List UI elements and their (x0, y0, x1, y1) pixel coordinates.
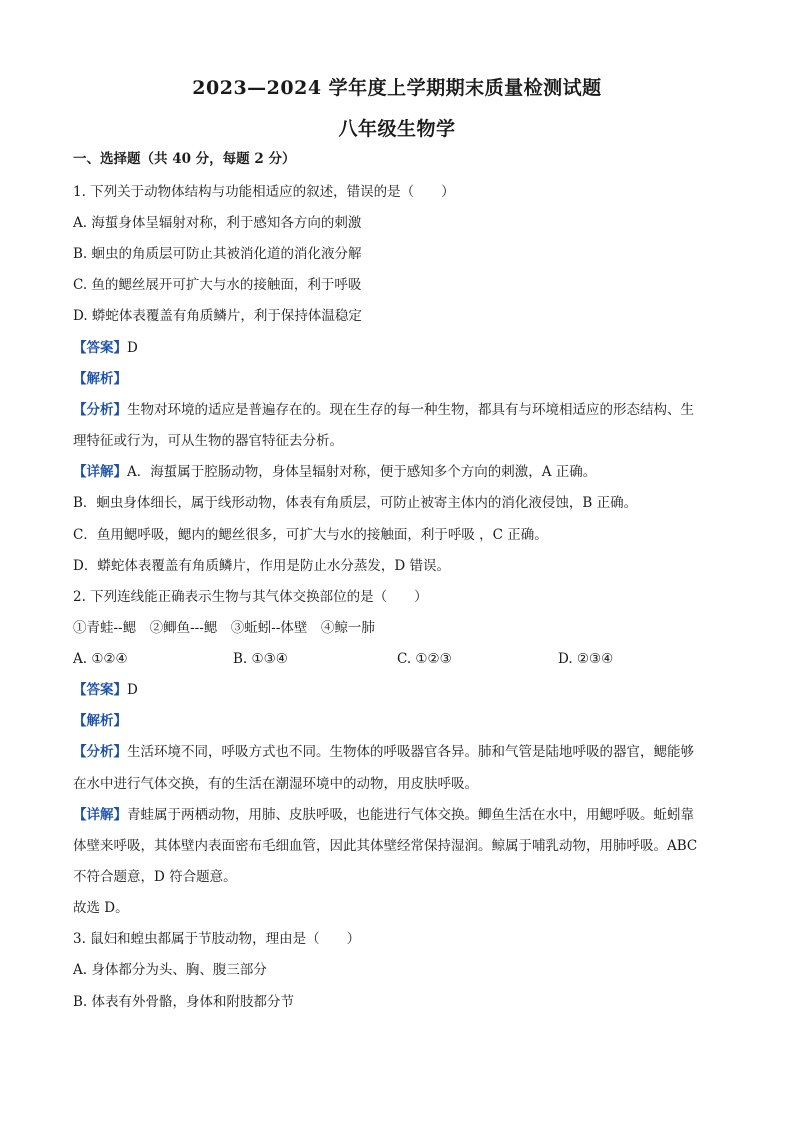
analysis-text: B．蛔虫身体细长，属于线形动物，体表有角质层，可防止被寄主体内的消化液侵蚀，B 正确。 (73, 495, 638, 511)
analysis-text: C．鱼用鳃呼吸，鳃内的鳃丝很多，可扩大与水的接触面，利于呼吸 ，C 正确。 (73, 527, 548, 543)
section-heading: 一、选择题（共 40 分，每题 2 分） (73, 151, 296, 167)
option-d: D. ②③④ (558, 651, 614, 667)
option-b: B. 蛔虫的角质层可防止其被消化道的消化液分解 (73, 246, 362, 262)
analysis-heading (73, 370, 723, 388)
option-d: D. 蟒蛇体表覆盖有角质鳞片，利于保持体温稳定 (73, 308, 362, 324)
analysis-text: 在水中进行气体交换，有的生活在潮湿环境中的动物，用皮肤呼吸。 (73, 776, 478, 792)
analysis-text: D．蟒蛇体表覆盖有角质鳞片，作用是防止水分蒸发，D 错误。 (73, 558, 450, 574)
answer-value: D (127, 682, 138, 698)
option-b: B. ①③④ (233, 651, 288, 667)
option-a: A. ①②④ (73, 651, 128, 667)
answer-line (73, 339, 723, 357)
option-b: B. 体表有外骨骼，身体和附肢都分节 (73, 994, 295, 1010)
question-stem: 3. 鼠妇和蝗虫都属于节肢动物，理由是（ ） (73, 931, 361, 947)
question-items: ①青蛙--鳃 ②鲫鱼---鳃 ③蚯蚓--体壁 ④鲸一肺 (73, 620, 375, 636)
answer-line (73, 681, 723, 699)
answer-tag: 【答案】 (73, 682, 127, 698)
summary-tag: 【分析】 (73, 402, 127, 418)
page-subtitle: 八年级生物学 (338, 118, 456, 140)
analysis-heading (73, 712, 723, 730)
option-a: A. 海蜇身体呈辐射对称，利于感知各方向的刺激 (73, 215, 362, 231)
analysis-text: 体壁来呼吸，其体壁内表面密布毛细血管，因此其体壁经常保持湿润。鲸属于哺乳动物，用肺呼吸。ABC (73, 838, 698, 854)
analysis-text: 故选 D。 (73, 900, 129, 916)
analysis-detail: 【详解】A．海蜇属于腔肠动物，身体呈辐射对称，便于感知多个方向的刺激，A 正确。 (73, 464, 597, 480)
answer-value: D (127, 340, 138, 356)
detail-tag: 【详解】 (73, 464, 127, 480)
question-stem: 2. 下列连线能正确表示生物与其气体交换部位的是（ ） (73, 589, 428, 605)
option-c: C. 鱼的鳃丝展开可扩大与水的接触面，利于呼吸 (73, 277, 362, 293)
analysis-text: 理特征或行为，可从生物的器官特征去分析。 (73, 433, 343, 449)
detail-tag: 【详解】 (73, 807, 127, 823)
page-title: 2023—2024 学年度上学期期末质量检测试题 (192, 77, 602, 99)
option-c: C. ①②③ (397, 651, 452, 667)
analysis-summary: 【分析】生活环境不同，呼吸方式也不同。生物体的呼吸器官各异。肺和气管是陆地呼吸的器官，鳃能够 (73, 744, 694, 760)
analysis-summary: 【分析】生物对环境的适应是普遍存在的。现在生存的每一种生物，都具有与环境相适应的形态结构、生 (73, 402, 694, 418)
question-stem: 1. 下列关于动物体结构与功能相适应的叙述，错误的是（ ） (73, 184, 455, 200)
option-a: A. 身体都分为头、胸、腹三部分 (73, 962, 267, 978)
analysis-text: 不符合题意，D 符合题意。 (73, 869, 237, 885)
analysis-tag: 【解析】 (73, 371, 127, 387)
answer-tag: 【答案】 (73, 340, 127, 356)
analysis-tag: 【解析】 (73, 713, 127, 729)
analysis-detail: 【详解】青蛙属于两栖动物，用肺、皮肤呼吸，也能进行气体交换。鲫鱼生活在水中，用鳃呼吸。蚯蚓靠 (73, 807, 694, 823)
summary-tag: 【分析】 (73, 744, 127, 760)
